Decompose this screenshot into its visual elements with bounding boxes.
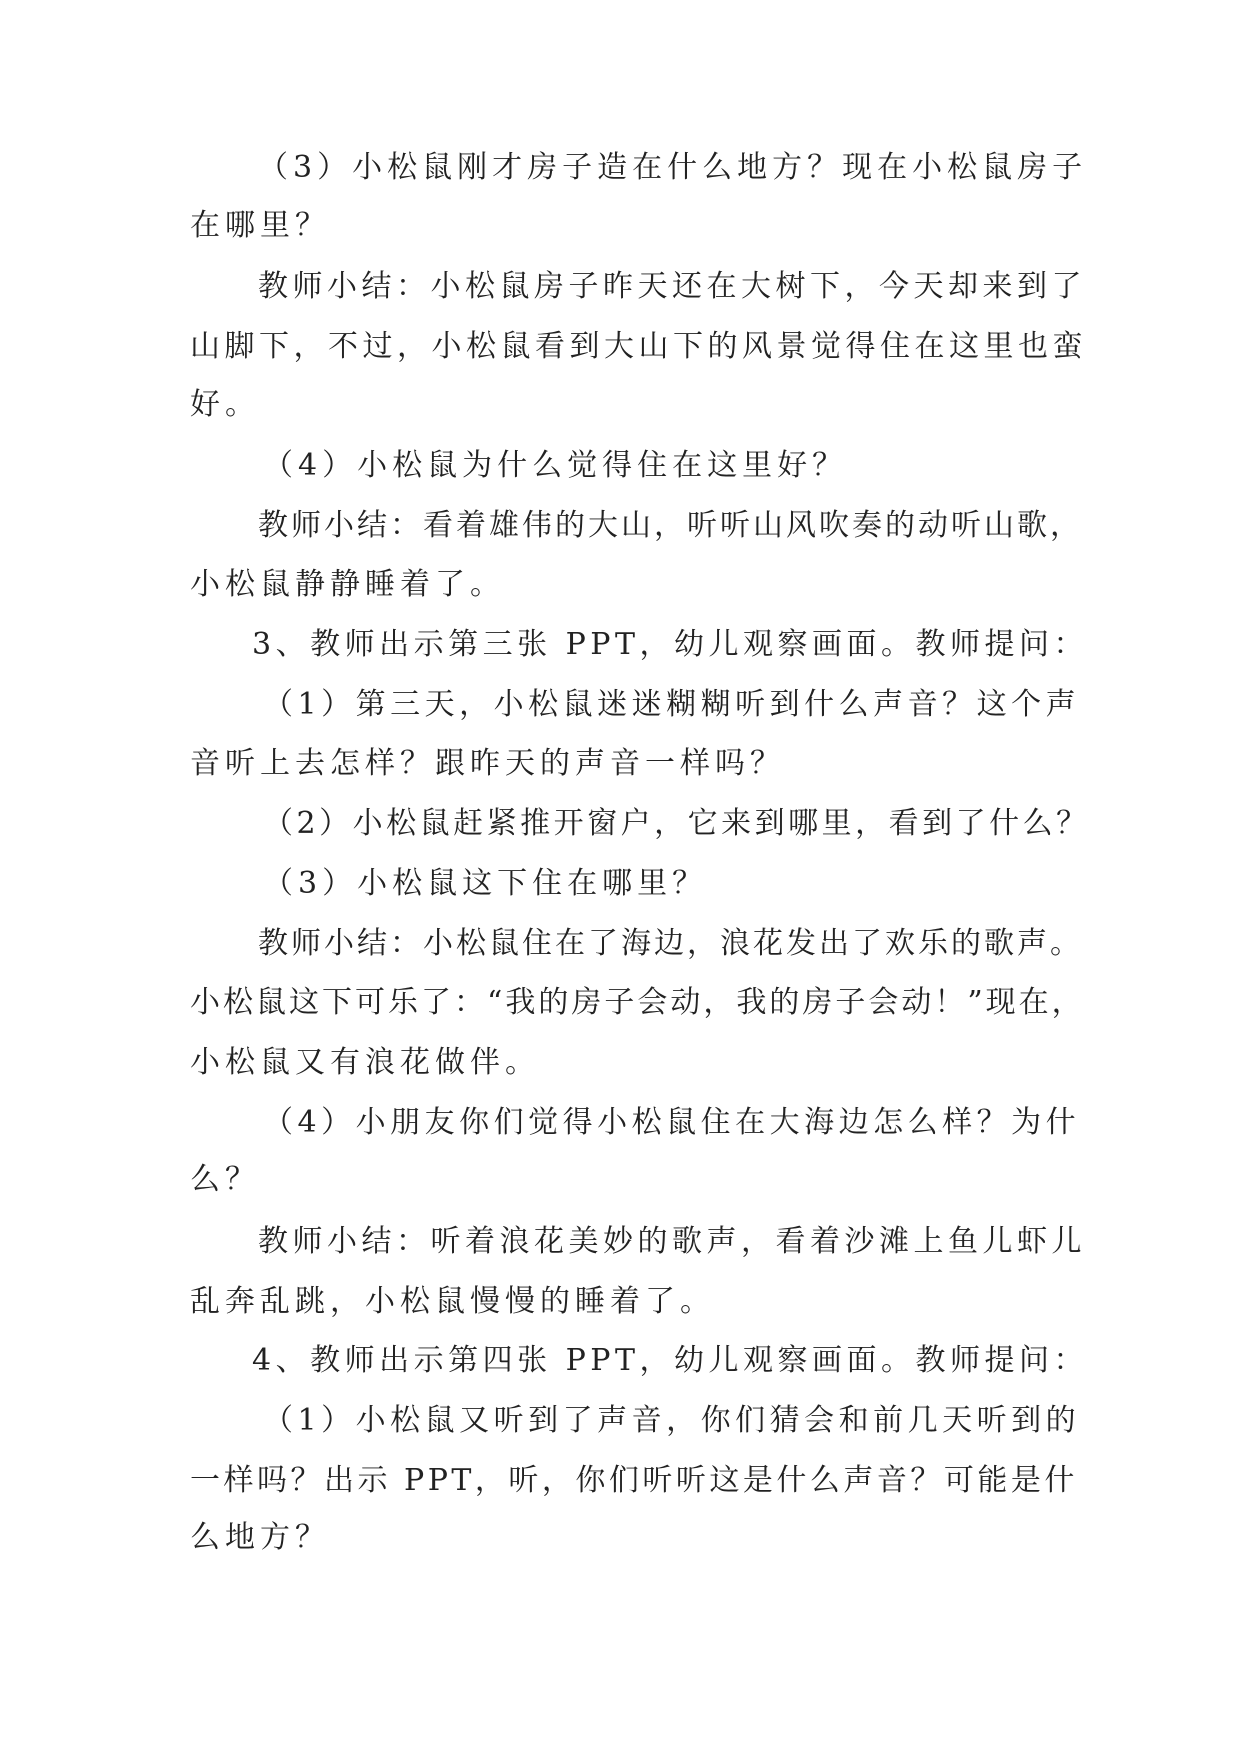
- text-line: （3）小松鼠这下住在哪里？: [263, 866, 708, 901]
- text-line: 在哪里？: [190, 208, 330, 243]
- text-line: （4）小朋友你们觉得小松鼠住在大海边怎么样？为什: [263, 1105, 1081, 1140]
- text-line: 小松鼠静静睡着了。: [190, 567, 505, 602]
- text-line: 4、教师出示第四张 PPT，幼儿观察画面。教师提问：: [252, 1343, 1089, 1378]
- text-line: 一样吗？出示 PPT，听，你们听听这是什么声音？可能是什: [190, 1463, 1078, 1498]
- text-line: （2）小松鼠赶紧推开窗户，它来到哪里，看到了什么？: [263, 806, 1090, 841]
- text-line: 音听上去怎样？跟昨天的声音一样吗？: [190, 746, 785, 781]
- text-line: 山脚下，不过，小松鼠看到大山下的风景觉得住在这里也蛮: [190, 329, 1087, 364]
- text-line: 小松鼠这下可乐了：“我的房子会动，我的房子会动！”现在，: [190, 985, 1085, 1020]
- text-line: 小松鼠又有浪花做伴。: [190, 1045, 540, 1080]
- text-line: 乱奔乱跳，小松鼠慢慢的睡着了。: [190, 1284, 715, 1319]
- text-line: 教师小结：小松鼠房子昨天还在大树下，今天却来到了: [258, 269, 1086, 304]
- text-line: 教师小结：看着雄伟的大山，听听山风吹奏的动听山歌，: [258, 508, 1083, 543]
- text-line: 么地方？: [190, 1520, 330, 1555]
- text-line: （3）小松鼠刚才房子造在什么地方？现在小松鼠房子: [258, 150, 1088, 185]
- text-line: 好。: [190, 387, 260, 422]
- text-line: 教师小结：听着浪花美妙的歌声，看着沙滩上鱼儿虾儿: [258, 1224, 1086, 1259]
- text-line: （4）小松鼠为什么觉得住在这里好？: [263, 448, 848, 483]
- text-line: 么？: [190, 1162, 260, 1197]
- text-line: （1）第三天，小松鼠迷迷糊糊听到什么声音？这个声: [263, 687, 1081, 722]
- text-line: 3、教师出示第三张 PPT，幼儿观察画面。教师提问：: [252, 627, 1089, 662]
- text-line: （1）小松鼠又听到了声音，你们猜会和前几天听到的: [263, 1403, 1081, 1438]
- text-line: 教师小结：小松鼠住在了海边，浪花发出了欢乐的歌声。: [258, 926, 1083, 961]
